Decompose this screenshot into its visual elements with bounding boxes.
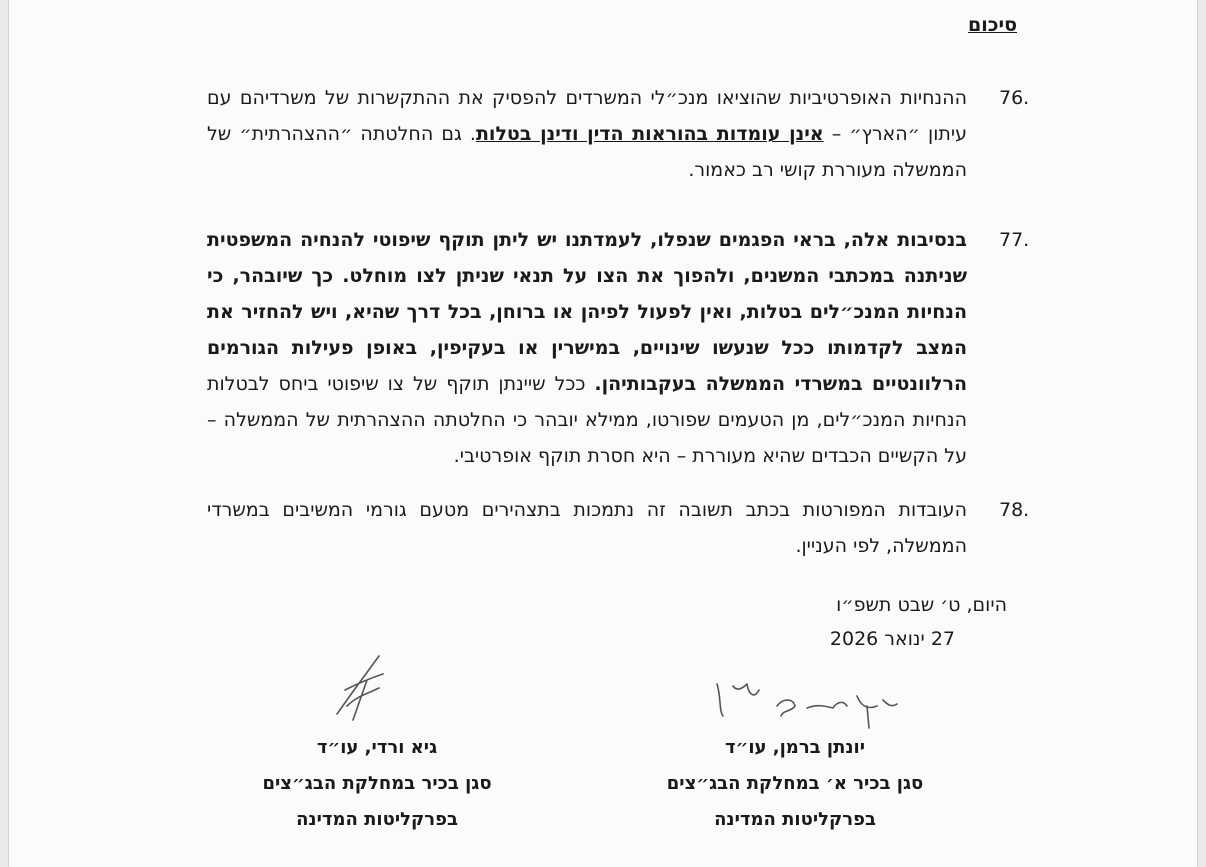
paragraph-text-bold: בנסיבות אלה, בראי הפגמים שנפלו, לעמדתנו יש ליתן תוקף שיפוטי להנחיה המשפטית שניתנה במכתבי המשנים, ולהפוך את הצו על תנאי שניתן לצו מוחלט. כך שיובהר, כי הנחיות המנכ״לים בטלות, ואין לפעול לפיהן או ברוחן, בכל דרך שהיא, ויש להחזיר את המצב לקדמותו ככל שנעשו שינויים, במישרין או בעקיפין, באופן פעילות הגורמים הרלוונטיים במשרדי הממשלה בעקבותיהן. xyxy=(207,229,968,395)
signatory-name: גיא ורדי, עו״ד xyxy=(316,737,438,758)
paragraph-text xyxy=(207,80,967,188)
hebrew-date: היום, ט׳ שבט תשפ״ו xyxy=(836,594,1007,616)
paragraph-text-segment: ככל שיינתן תוקף של צו שיפוטי ביחס לבטלות הנחיות המנכ״לים, מן הטעמים שפורטו, ממילא יובהר כי החלטתה ההצהרתית של הממשלה – על הקשיים הכבדים שהיא מעוררת – היא חסרת תוקף אופרטיבי. xyxy=(207,373,967,467)
paragraph-number: 76. xyxy=(999,87,1030,109)
paragraph-number: 77. xyxy=(999,229,1030,251)
paragraph-text-segment: העובדות המפורטות בכתב תשובה זה נתמכות בתצהירים מטעם גורמי המשיבים במשרדי הממשלה, לפי העניין. xyxy=(207,499,967,557)
signature-block-vardi xyxy=(227,730,527,838)
paragraph-text-segment: . גם החלטתה ״ההצהרתית״ של הממשלה מעוררת קושי רב כאמור. xyxy=(207,123,967,181)
signatory-title: סגן בכיר במחלקת הבג״צים xyxy=(262,773,492,794)
paragraph-77 xyxy=(7,222,1030,472)
signatory-title: סגן בכיר א׳ במחלקת הבג״צים xyxy=(666,773,924,794)
paragraph-78 xyxy=(7,492,1030,572)
gregorian-date: 27 ינואר 2026 xyxy=(829,628,955,650)
paragraph-text xyxy=(207,492,967,564)
handwritten-signature-vardi xyxy=(327,650,397,730)
handwritten-signature-berman xyxy=(707,676,907,736)
section-heading: סיכום xyxy=(967,14,1017,36)
document-page xyxy=(8,0,1198,867)
paragraph-text xyxy=(207,222,967,474)
paragraph-text-emphasis: אינן עומדות בהוראות הדין ודינן בטלות xyxy=(475,123,824,145)
signatory-office: בפרקליטות המדינה xyxy=(296,809,458,830)
paragraph-text-segment: ההנחיות האופרטיביות שהוציאו מנכ״לי המשרדים להפסיק את ההתקשרות של משרדיהם עם עיתון ״הארץ״ – xyxy=(207,87,967,145)
signatory-office: בפרקליטות המדינה xyxy=(714,809,876,830)
paragraph-number: 78. xyxy=(999,499,1030,521)
paragraph-76 xyxy=(7,80,1030,190)
signature-block-berman xyxy=(645,730,945,838)
signatory-name: יונתן ברמן, עו״ד xyxy=(724,737,866,758)
